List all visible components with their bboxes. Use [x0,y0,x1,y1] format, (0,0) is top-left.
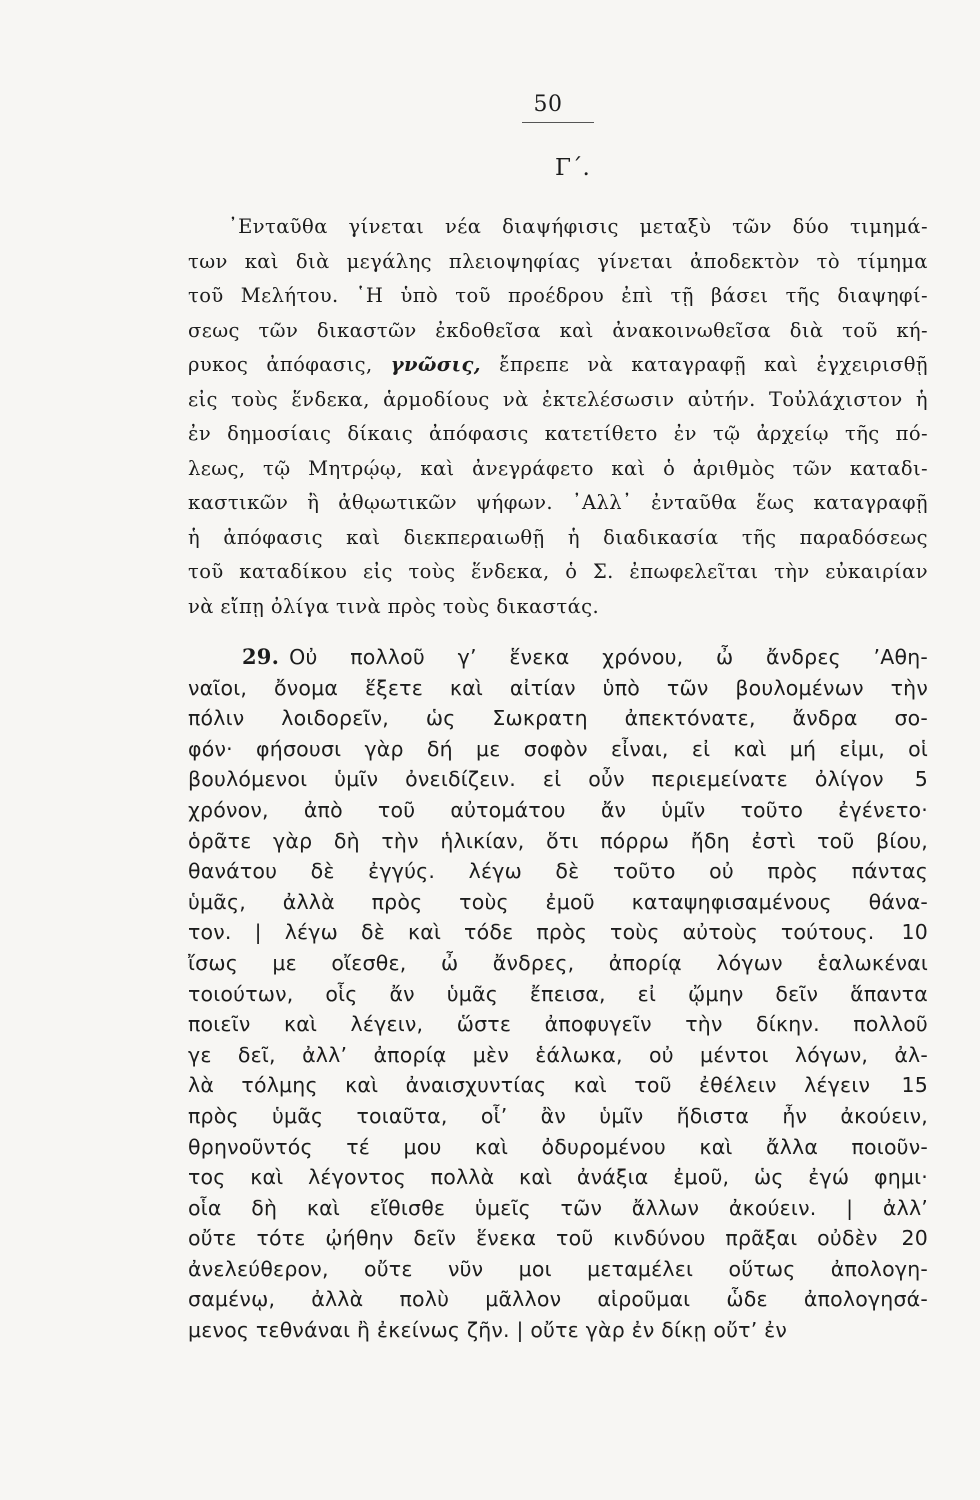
intro-line-rest: ἔπρεπε νὰ καταγραφῇ καὶ ἐγχειρισθῇ [499,353,928,376]
intro-line: καστικῶν ἢ ἀθῳωτικῶν ψήφων. ᾿Αλλ᾿ ἐνταῦθα ἕως καταγραφῇ [188,491,928,514]
emphasis-word: γνῶσις, [390,353,481,376]
intro-line: λεως, τῷ Μητρῴῳ, καὶ ἀνεγράφετο καὶ ὁ ἀριθμὸς τῶν καταδι- [188,456,928,480]
intro-line: των καὶ διὰ μεγάλης πλειοψηφίας γίνεται ἀποδεκτὸν τὸ τίμημα [188,249,928,273]
text-line: μενος τεθνάναι ἢ ἐκείνως ζῆν. | οὔτε γὰρ ἐν δίκῃ οὔτ’ ἐν [188,1318,788,1343]
text-line-content: τον. | λέγω δὲ καὶ τόδε πρὸς τοὺς αὐτοὺς τούτους. [188,920,875,945]
intro-commentary [188,210,928,624]
text-line: φόν· φήσουσι γὰρ δή με σοφὸν εἶναι, εἰ καὶ μή εἰμι, οἱ [188,736,928,761]
text-line: σαμένῳ, ἀλλὰ πολὺ μᾶλλον αἱροῦμαι ὧδε ἀπολογησά- [188,1287,928,1312]
intro-line: τοῦ Μελήτου. ῾Η ὑπὸ τοῦ προέδρου ἐπὶ τῇ βάσει τῆς διαψηφί- [188,284,928,307]
text-line [188,764,928,795]
text-line: ὑμᾶς, ἀλλὰ πρὸς τοὺς ἐμοῦ καταψηφισαμένους θάνα- [188,889,928,914]
page-number: 50 [533,92,563,117]
text-line [188,917,928,948]
text-line: οἷα δὴ καὶ εἴθισθε ὑμεῖς τῶν ἄλλων ἀκούειν. | ἀλλ’ [188,1195,928,1220]
text-line: ποιεῖν καὶ λέγειν, ὥστε ἀποφυγεῖν τὴν δίκην. πολλοῦ [188,1012,928,1037]
intro-line: ἐν δημοσίαις δίκαις ἀπόφασις κατετίθετο ἐν τῷ ἀρχείῳ τῆς πό- [188,422,928,445]
text-line: χρόνον, ἀπὸ τοῦ αὐτομάτου ἄν ὑμῖν τοῦτο ἐγένετο· [188,797,928,822]
intro-line: νὰ εἴπῃ ὀλίγα τινὰ πρὸς τοὺς δικαστάς. [188,594,600,618]
text-line: θρηνοῦντός τέ μου καὶ ὀδυρομένου καὶ ἄλλα ποιοῦν- [188,1134,928,1159]
line-number: 10 [901,920,928,945]
text-line: πρὸς ὑμᾶς τοιαῦτα, οἷ’ ἂν ὑμῖν ἥδιστα ἦν ἀκούειν, [188,1103,928,1128]
text-line-content: βουλόμενοι ὑμῖν ὀνειδίζειν. εἰ οὖν περιεμείνατε ὀλίγον [188,767,884,792]
text-line-content: λὰ τόλμης καὶ ἀναισχυντίας καὶ τοῦ ἐθέλειν λέγειν [188,1073,871,1098]
intro-line: ᾿Ενταῦθα γίνεται νέα διαψήφισις μεταξὺ τῶν δύο τιμημά- [228,215,928,238]
intro-line-start: ρυκος ἀπόφασις, [188,353,373,376]
text-line: τοιούτων, οἷς ἄν ὑμᾶς ἔπεισα, εἰ ᾤμην δεῖν ἅπαντα [188,981,928,1006]
section-label: Γ΄. [555,155,590,181]
intro-line: τοῦ καταδίκου εἰς τοὺς ἕνδεκα, ὁ Σ. ἐπωφελεῖται τὴν εὐκαιρίαν [188,560,928,583]
intro-line: σεως τῶν δικαστῶν ἐκδοθεῖσα καὶ ἀνακοινωθεῖσα διὰ τοῦ κή- [188,318,928,342]
text-line [188,1070,928,1101]
intro-line: ἡ ἀπόφασις καὶ διεκπεραιωθῇ ἡ διαδικασία τῆς παραδόσεως [188,525,928,549]
text-line: ἀνελεύθερον, οὔτε νῦν μοι μεταμέλει οὕτως ἀπολογη- [188,1256,928,1281]
text-line: θανάτου δὲ ἐγγύς. λέγω δὲ τοῦτο οὐ πρὸς πάντας [188,859,928,884]
main-text [188,642,928,1346]
text-line: τος καὶ λέγοντος πολλὰ καὶ ἀνάξια ἐμοῦ, ὡς ἐγώ φημι· [188,1165,928,1190]
text-line: ἴσως με οἴεσθε, ὦ ἄνδρες, ἀπορίᾳ λόγων ἑαλωκέναι [188,950,928,975]
intro-line [188,348,928,383]
line-number: 20 [901,1226,929,1251]
text-line: ὁρᾶτε γὰρ δὴ τὴν ἡλικίαν, ὅτι πόρρω ἤδη ἐστὶ τοῦ βίου, [188,828,928,853]
text-line: ναῖοι, ὄνομα ἕξετε καὶ αἰτίαν ὑπὸ τῶν βουλομένων τὴν [188,675,928,700]
chapter-number: 29. [242,644,280,669]
text-line: πόλιν λοιδορεῖν, ὡς Σωκρατη ἀπεκτόνατε, ἄνδρα σο- [188,706,928,731]
text-line: γε δεῖ, ἀλλ’ ἀπορίᾳ μὲν ἑάλωκα, οὐ μέντοι λόγων, ἀλ- [188,1042,928,1067]
text-line-content: οὔτε τότε ᾠήθην δεῖν ἕνεκα τοῦ κινδύνου πρᾶξαι οὐδὲν [188,1226,878,1251]
intro-line: εἰς τοὺς ἕνδεκα, ἁρμοδίους νὰ ἐκτελέσωσιν αὐτήν. Τοὐλάχιστον ἡ [188,387,928,411]
text-line [188,1223,928,1254]
text-line [188,642,928,673]
line-number: 5 [914,767,928,792]
line-number: 15 [901,1073,928,1098]
page-number-rule [522,122,594,123]
text-line-content: Οὐ πολλοῦ γ’ ἕνεκα χρόνου, ὦ ἄνδρες ’Αθη- [289,645,928,669]
